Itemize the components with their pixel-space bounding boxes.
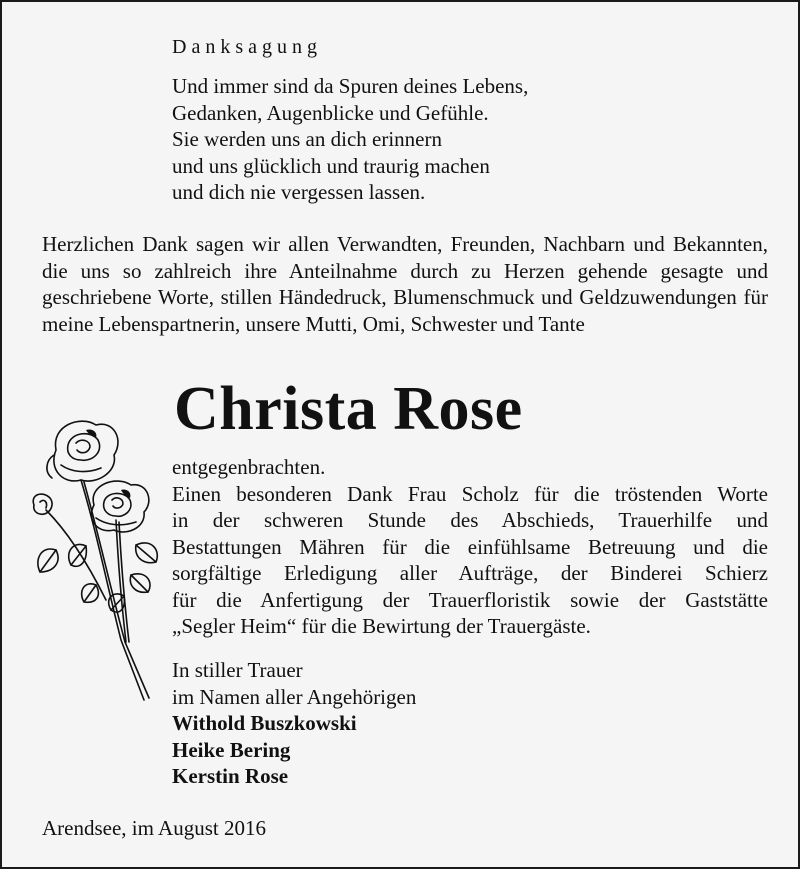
- poem-line: Gedanken, Augenblicke und Gefühle.: [172, 100, 489, 125]
- roses-illustration: [26, 410, 166, 710]
- signatory-name: Heike Bering: [172, 737, 291, 762]
- sign-intro-line: In stiller Trauer: [172, 658, 303, 682]
- signatory-name: Kerstin Rose: [172, 764, 289, 788]
- sign-intro-line: im Namen aller Angehörigen: [172, 684, 417, 709]
- notice-title: Danksagung: [172, 36, 322, 58]
- body-line: sorgfältige Erledigung aller Aufträge, der Binderei Schierz: [172, 561, 768, 585]
- poem-line: Und immer sind da Spuren deines Lebens,: [172, 74, 529, 98]
- place-date: Arendsee, im August 2016: [42, 816, 266, 840]
- signature-block: [172, 657, 416, 790]
- body-line: Bestattungen Mähren für die einfühlsame Betreuung und die: [172, 534, 768, 559]
- deceased-name: Christa Rose: [174, 375, 523, 443]
- body-line: „Segler Heim“ für die Bewirtung der Trauergäste.: [172, 614, 591, 638]
- body-line: Einen besonderen Dank Frau Scholz für die tröstenden Worte: [172, 481, 768, 506]
- body-line: in der schweren Stunde des Abschieds, Trauerhilfe und: [172, 508, 768, 532]
- body-line: für die Anfertigung der Trauerfloristik sowie der Gaststätte: [172, 587, 768, 612]
- poem-line: und dich nie vergessen lassen.: [172, 180, 426, 204]
- poem: [172, 73, 528, 206]
- poem-line: und uns glücklich und traurig machen: [172, 153, 490, 178]
- poem-line: Sie werden uns an dich erinnern: [172, 127, 442, 151]
- thanks-paragraph: Herzlichen Dank sagen wir allen Verwandten, Freunden, Nachbarn und Bekannten, die uns so zahlreich ihre Anteilnahme durch zu Herzen gehende gesagte und geschriebene Worte, stillen Händedruck, Blumenschmuck und Geldzuwendungen für meine Lebenspartnerin, unsere Mutti, Omi, Schwester und Tante: [42, 232, 768, 336]
- thanks-continuation: [172, 454, 768, 640]
- signatory-name: Withold Buszkowski: [172, 711, 357, 735]
- body-line: entgegenbrachten.: [172, 455, 326, 479]
